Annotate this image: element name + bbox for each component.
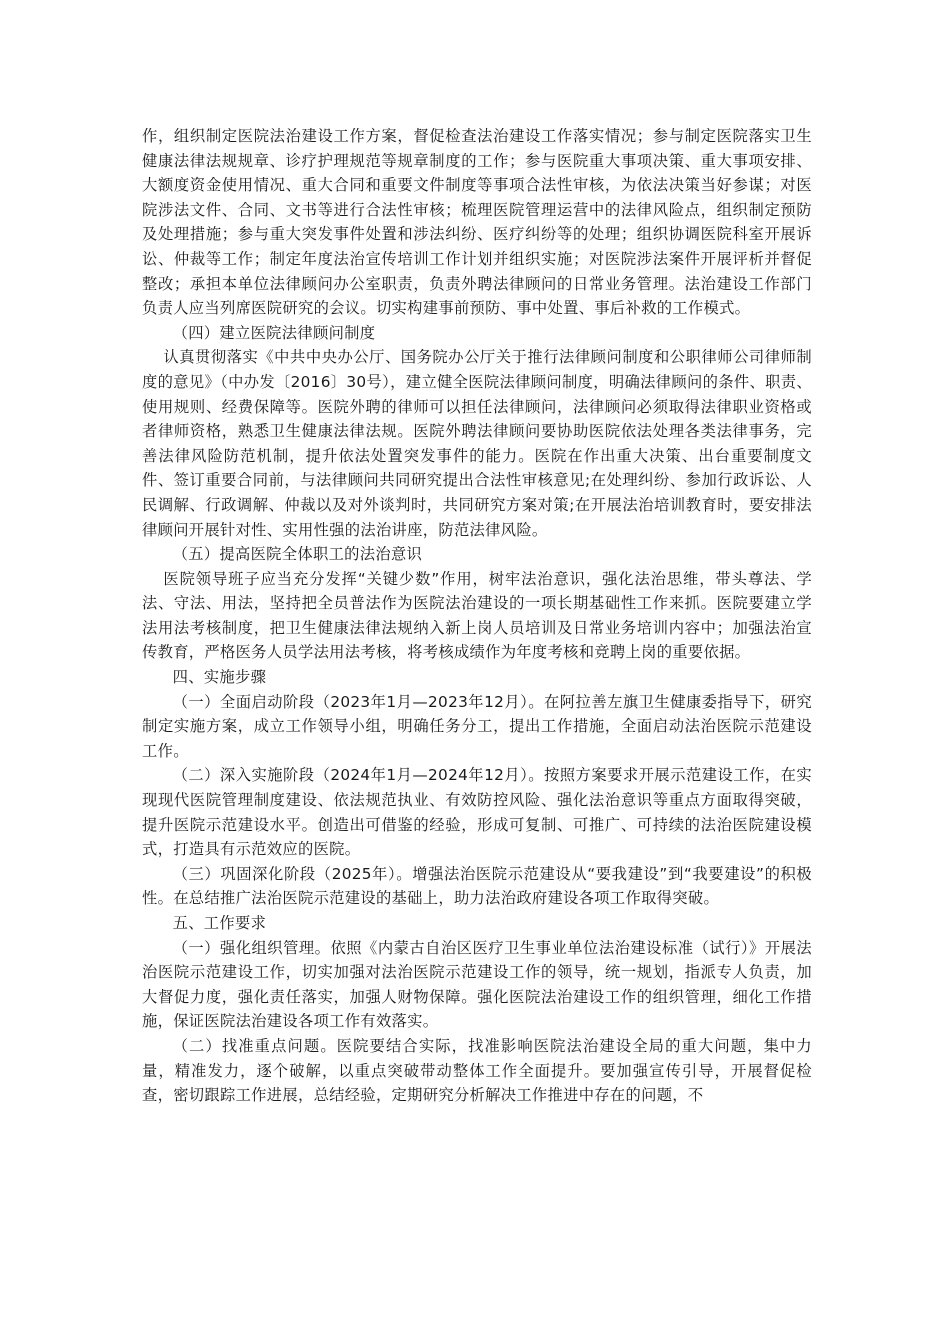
- paragraph-requirement-key-issues: （二）找准重点问题。医院要结合实际，找准影响医院法治建设全局的重大问题，集中力量，精准发力，逐个破解，以重点突破带动整体工作全面提升。要加强宣传引导，开展督促检查，密切跟踪工作进展，总结经验，定期研究分析解决工作推进中存在的问题，不: [142, 1036, 812, 1105]
- paragraph-legal-department-duties: 作，组织制定医院法治建设工作方案，督促检查法治建设工作落实情况；参与制定医院落实卫生健康法律法规规章、诊疗护理规范等规章制度的工作；参与医院重大事项决策、重大事项安排、大额度资金使用情况、重大合同和重要文件制度等事项合法性审核，为依法决策当好参谋；对医院涉法文件、合同、文书等进行合法性审核；梳理医院管理运营中的法律风险点，组织制定预防及处理措施；参与重大突发事件处置和涉法纠纷、医疗纠纷等的处理；组织协调医院科室开展诉讼、仲裁等工作；制定年度法治宣传培训工作计划并组织实施；对医院涉法案件开展评析并督促整改；承担本单位法律顾问办公室职责，负责外聘法律顾问的日常业务管理。法治建设工作部门负责人应当列席医院研究的会议。切实构建事前预防、事中处置、事后补救的工作模式。: [142, 127, 812, 318]
- document-page: [142, 124, 812, 1108]
- heading-legal-advisor-system: （四）建立医院法律顾问制度: [172, 323, 376, 342]
- heading-work-requirements: 五、工作要求: [172, 914, 267, 932]
- paragraph-stage-implementation: （二）深入实施阶段（2024年1月—2024年12月）。按照方案要求开展示范建设工作，在实现现代医院管理制度建设、依法规范执业、有效防控风险、强化法治意识等重点方面取得突破，提升医院示范建设水平。创造出可借鉴的经验，形成可复制、可推广、可持续的法治医院建设模式，打造具有示范效应的医院。: [142, 766, 812, 859]
- paragraph-staff-legal-awareness: 医院领导班子应当充分发挥“关键少数”作用，树牢法治意识，强化法治思维，带头尊法、学法、守法、用法，坚持把全员普法作为医院法治建设的一项长期基础性工作来抓。医院要建立学法用法考核制度，把卫生健康法律法规纳入新上岗人员培训及日常业务培训内容中；加强法治宣传教育，严格医务人员学法用法考核，将考核成绩作为年度考核和竞聘上岗的重要依据。: [142, 569, 812, 662]
- paragraph-requirement-organization: （一）强化组织管理。依照《内蒙古自治区医疗卫生事业单位法治建设标准（试行）》开展法治医院示范建设工作，切实加强对法治医院示范建设工作的领导，统一规划，指派专人负责，加大督促力度，强化责任落实，加强人财物保障。强化医院法治建设工作的组织管理，细化工作措施，保证医院法治建设各项工作有效落实。: [142, 938, 812, 1031]
- paragraph-legal-advisor-system: 认真贯彻落实《中共中央办公厅、国务院办公厅关于推行法律顾问制度和公职律师公司律师制度的意见》（中办发〔2016〕30号），建立健全医院法律顾问制度，明确法律顾问的条件、职责、使用规则、经费保障等。医院外聘的律师可以担任法律顾问，法律顾问必须取得法律职业资格或者律师资格，熟悉卫生健康法律法规。医院外聘法律顾问要协助医院依法处理各类法律事务，完善法律风险防范机制，提升依法处置突发事件的能力。医院在作出重大决策、出台重要制度文件、签订重要合同前，与法律顾问共同研究提出合法性审核意见;在处理纠纷、参加行政诉讼、人民调解、行政调解、仲裁以及对外谈判时，共同研究方案对策;在开展法治培训教育时，要安排法律顾问开展针对性、实用性强的法治讲座，防范法律风险。: [142, 348, 812, 539]
- paragraph-stage-launch: （一）全面启动阶段（2023年1月—2023年12月）。在阿拉善左旗卫生健康委指导下，研究制定实施方案，成立工作领导小组，明确任务分工，提出工作措施，全面启动法治医院示范建设工作。: [142, 692, 812, 760]
- paragraph-stage-consolidation: （三）巩固深化阶段（2025年）。增强法治医院示范建设从“要我建设”到“我要建设”的积极性。在总结推广法治医院示范建设的基础上，助力法治政府建设各项工作取得突破。: [142, 864, 812, 908]
- heading-implementation-steps: 四、实施步骤: [172, 668, 267, 687]
- heading-staff-legal-awareness: （五）提高医院全体职工的法治意识: [172, 545, 423, 564]
